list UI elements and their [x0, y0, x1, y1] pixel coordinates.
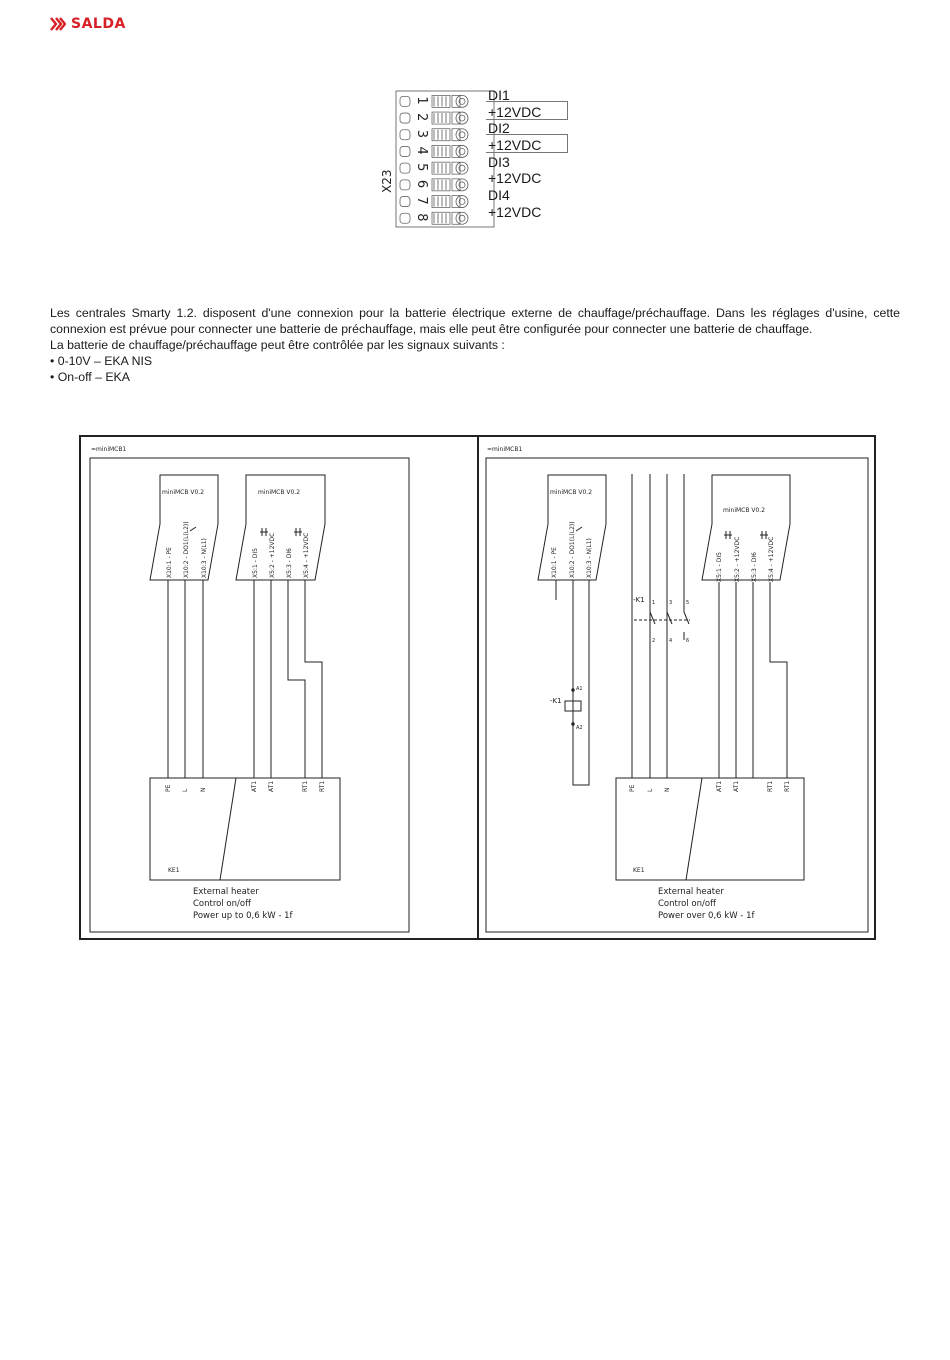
terminal-row	[400, 196, 468, 208]
module-b-pin: X5:3 - DI6	[286, 548, 293, 578]
signal-label: +12VDC	[488, 170, 542, 187]
heater-terminal-label: PE	[629, 784, 636, 792]
module-b-pin: X5:1 - DI5	[716, 552, 723, 582]
brand-name: SALDA	[71, 16, 126, 32]
contact-number: 3	[669, 600, 673, 606]
contact-number: 5	[686, 600, 690, 606]
board-label: =miniMCB1	[91, 446, 127, 453]
module-a-pin: X10:1 - PE	[166, 547, 173, 578]
module-a-title: miniMCB V0.2	[162, 489, 205, 496]
signals-intro: La batterie de chauffage/préchauffage peut être contrôlée par les signaux suivants :	[50, 338, 505, 352]
signal-list	[50, 353, 900, 385]
module-b-title: miniMCB V0.2	[723, 507, 766, 514]
heater-terminal-label: RT1	[784, 780, 791, 792]
contact-number: 1	[652, 600, 656, 606]
heater-id: KE1	[633, 867, 645, 874]
pin-number: 5	[414, 163, 429, 172]
heater-terminal-label: L	[647, 788, 654, 792]
contact-number: 2	[652, 638, 656, 644]
intro-paragraph: Les centrales Smarty 1.2. disposent d'une connexion pour la batterie électrique externe de chauffage/préchauffage. Dans les réglages d'usine, cette connexion est prévue pour connecter une batterie de préchauffage, mais elle peut être configurée pour connecter une batterie de chauffage.	[50, 306, 900, 336]
module-b-pin: X5:1 - DI5	[252, 548, 259, 578]
heater-terminal-label: AT1	[251, 780, 258, 792]
right-diagram	[487, 446, 804, 921]
salda-mark-icon	[50, 17, 66, 31]
caption-line: Power up to 0,6 kW - 1f	[193, 911, 293, 921]
heater-terminal-label: RT1	[767, 780, 774, 792]
terminal-row	[400, 129, 468, 141]
jumper-box	[486, 101, 568, 120]
signal-label: DI2	[488, 120, 510, 137]
module-a-pin: X10:1 - PE	[551, 547, 558, 578]
module-b-pin: X5:2 - +12VDC	[269, 532, 276, 578]
coil-pin: A2	[576, 725, 583, 731]
heater-terminal-label: PE	[165, 784, 172, 792]
signal-label: +12VDC	[488, 103, 542, 120]
terminal-row	[400, 95, 468, 107]
heater-terminal-label: N	[200, 787, 207, 792]
heater-terminal-label: AT1	[733, 780, 740, 792]
connector-label: X23	[380, 169, 394, 193]
module-a-pin: X10:2 - DO1(L(L2))	[183, 521, 190, 578]
module-b-pin: X5:3 - DI6	[751, 552, 758, 582]
contact-number: 4	[669, 638, 673, 644]
pin-number: 1	[414, 96, 429, 105]
module-a-title: miniMCB V0.2	[550, 489, 593, 496]
body-text	[50, 305, 900, 385]
pin-number: 4	[414, 146, 429, 155]
pin-number: 7	[414, 196, 429, 205]
caption-line: Control on/off	[193, 899, 251, 909]
signal-label: +12VDC	[488, 203, 542, 220]
terminal-row	[400, 162, 468, 174]
signal-label: DI1	[488, 87, 510, 103]
module-a-pin: X10:3 - N(L1)	[586, 538, 593, 578]
pin-number: 3	[414, 129, 429, 139]
module-b-pin: X5:4 - +12VDC	[768, 536, 775, 582]
module-b-pin: X5:4 - +12VDC	[303, 532, 310, 578]
coil-pin: A1	[576, 686, 583, 692]
board-label: =miniMCB1	[487, 446, 523, 453]
heater-terminal-label: N	[664, 787, 671, 792]
heater-id: KE1	[168, 867, 180, 874]
module-a-pin: X10:3 - N(L1)	[201, 538, 208, 578]
caption-line: Control on/off	[658, 899, 716, 909]
heater-terminal-label: RT1	[302, 780, 309, 792]
terminal-row	[400, 179, 468, 191]
caption-line: External heater	[658, 887, 724, 897]
heater-terminal-label: AT1	[268, 780, 275, 792]
terminal-row	[400, 112, 468, 124]
terminal-row	[400, 145, 468, 157]
signal-label: +12VDC	[488, 137, 542, 154]
heater-terminal-label: AT1	[716, 780, 723, 792]
relay-coil-label: -K1	[550, 697, 562, 705]
left-diagram	[91, 446, 340, 921]
pin-number: 2	[414, 113, 429, 122]
contact-number: 6	[686, 638, 690, 644]
salda-logo	[50, 16, 126, 32]
terminal-row	[400, 212, 468, 224]
signal-label: DI3	[488, 153, 510, 170]
module-a-pin: X10:2 - DO1(L(L2))	[569, 521, 576, 578]
jumper-box	[486, 134, 568, 153]
signal-label: DI4	[488, 187, 510, 204]
caption-line: Power over 0,6 kW - 1f	[658, 911, 755, 921]
relay-label: -K1	[633, 596, 645, 604]
module-b-pin: X5:2 - +12VDC	[734, 536, 741, 582]
pin-number: 8	[414, 213, 429, 222]
pin-number: 6	[414, 179, 429, 189]
caption-line: External heater	[193, 887, 259, 897]
signal-item: • 0-10V – EKA NIS	[50, 353, 900, 369]
signal-item: • On-off – EKA	[50, 369, 900, 385]
module-b-title: miniMCB V0.2	[258, 489, 301, 496]
heater-terminal-label: RT1	[319, 780, 326, 792]
heater-terminal-label: L	[182, 788, 189, 792]
